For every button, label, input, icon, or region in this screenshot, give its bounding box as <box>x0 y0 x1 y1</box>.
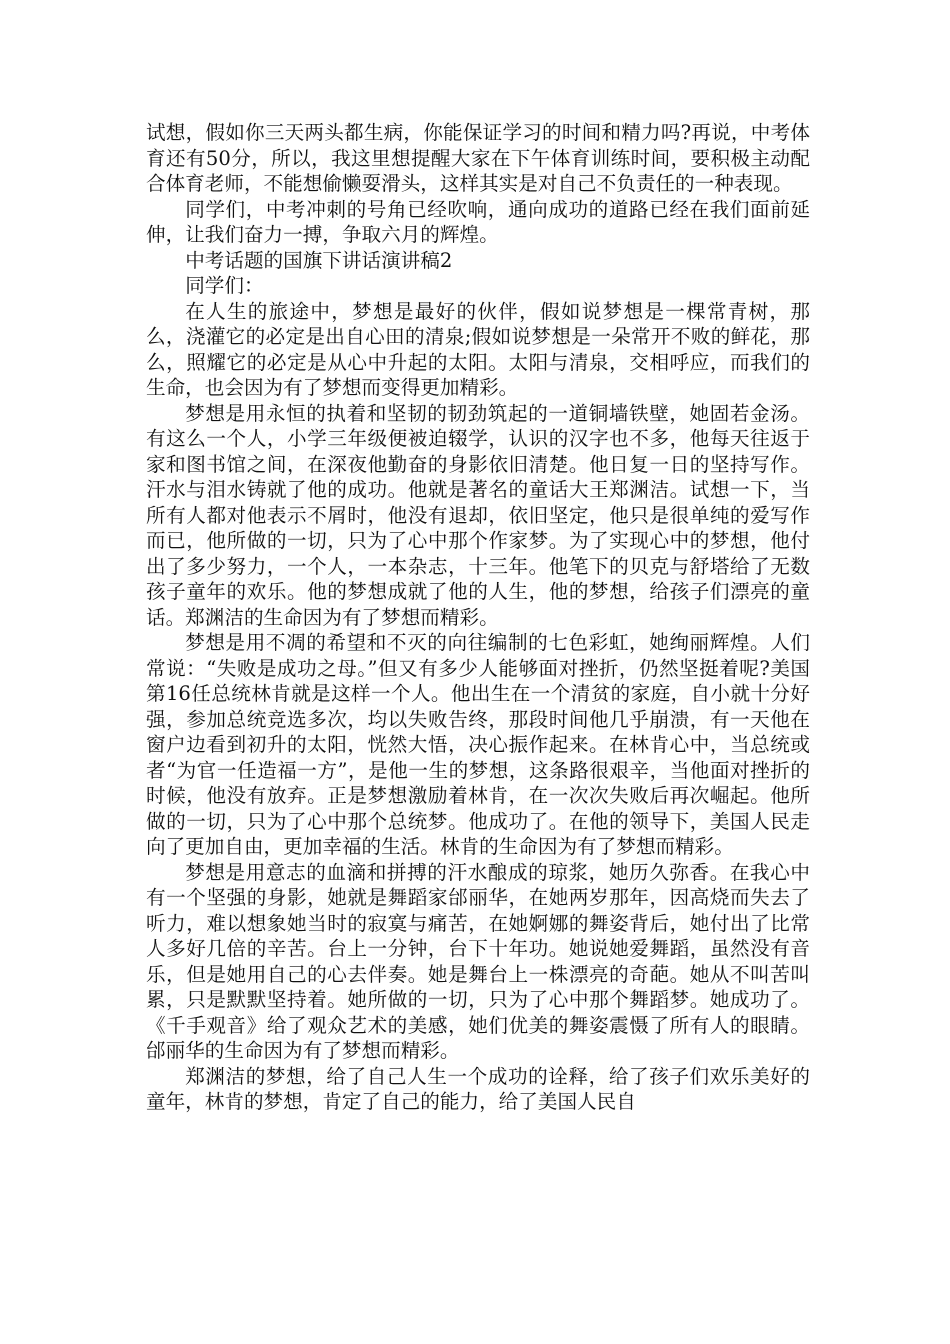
paragraph-lincoln: 梦想是用不凋的希望和不灭的向往编制的七色彩虹，她绚丽辉煌。人们常说：“失败是成功之母。”但又有多少人能够面对挫折，仍然坚挺着呢?美国第16任总统林肯就是这样一个人。他出生在一个清贫的家庭，自小就十分好强，参加总统竞选多次，均以失败告终，那段时间他几乎崩溃，有一天他在窗户边看到初升的太阳，恍然大悟，决心振作起来。在林肯心中，当总统或者“为官一任造福一方”，是他一生的梦想，这条路很艰辛，当他面对挫折的时候，他没有放弃。正是梦想激励着林肯，在一次次失败后再次崛起。他所做的一切，只为了心中那个总统梦。他成功了。在他的领导下，美国人民走向了更加自由，更加幸福的生活。林肯的生命因为有了梦想而精彩。 <box>146 631 810 858</box>
document-page <box>146 120 810 1115</box>
section-title: 中考话题的国旗下讲话演讲稿2 <box>185 248 453 272</box>
paragraph-intro: 在人生的旅途中，梦想是最好的伙伴，假如说梦想是一棵常青树，那么，浇灌它的必定是出自心田的清泉;假如说梦想是一朵常开不败的鲜花，那么，照耀它的必定是从心中升起的太阳。太阳与清泉，交相呼应，而我们的生命，也会因为有了梦想而变得更加精彩。 <box>146 299 810 399</box>
paragraph-tai-lihua: 梦想是用意志的血滴和拼搏的汗水酿成的琼浆，她历久弥香。在我心中有一个坚强的身影，她就是舞蹈家邰丽华，在她两岁那年，因高烧而失去了听力，难以想象她当时的寂寞与痛苦，在她婀娜的舞姿背后，她付出了比常人多好几倍的辛苦。台上一分钟，台下十年功。她说她爱舞蹈，虽然没有音乐，但是她用自己的心去伴奏。她是舞台上一株漂亮的奇葩。她从不叫苦叫累，只是默默坚持着。她所做的一切，只为了心中那个舞蹈梦。她成功了。《千手观音》给了观众艺术的美感，她们优美的舞姿震慑了所有人的眼睛。邰丽华的生命因为有了梦想而精彩。 <box>146 860 810 1062</box>
paragraph-1: 试想，假如你三天两头都生病，你能保证学习的时间和精力吗?再说，中考体育还有50分，所以，我这里想提醒大家在下午体育训练时间，要积极主动配合体育老师，不能想偷懒耍滑头，这样其实是对自己不负责任的一种表现。 <box>146 121 810 195</box>
paragraph-summary: 郑渊洁的梦想，给了自己人生一个成功的诠释，给了孩子们欢乐美好的童年，林肯的梦想，肯定了自己的能力，给了美国人民自 <box>146 1064 810 1113</box>
paragraph-2: 同学们，中考冲刺的号角已经吹响，通向成功的道路已经在我们面前延伸，让我们奋力一搏，争取六月的辉煌。 <box>146 197 810 246</box>
paragraph-zheng-yuanjie: 梦想是用永恒的执着和坚韧的韧劲筑起的一道铜墙铁壁，她固若金汤。有这么一个人，小学三年级便被迫辍学，认识的汉字也不多，他每天往返于家和图书馆之间，在深夜他勤奋的身影依旧清楚。他日复一日的坚持写作。汗水与泪水铸就了他的成功。他就是著名的童话大王郑渊洁。试想一下，当所有人都对他表示不屑时，他没有退却，依旧坚定，他只是很单纯的爱写作而已，他所做的一切，只为了心中那个作家梦。为了实现心中的梦想，他付出了多少努力，一个人，一本杂志，十三年。他笔下的贝克与舒塔给了无数孩子童年的欢乐。他的梦想成就了他的人生，他的梦想，给孩子们漂亮的童话。郑渊洁的生命因为有了梦想而精彩。 <box>146 401 810 629</box>
salutation: 同学们： <box>185 274 264 297</box>
